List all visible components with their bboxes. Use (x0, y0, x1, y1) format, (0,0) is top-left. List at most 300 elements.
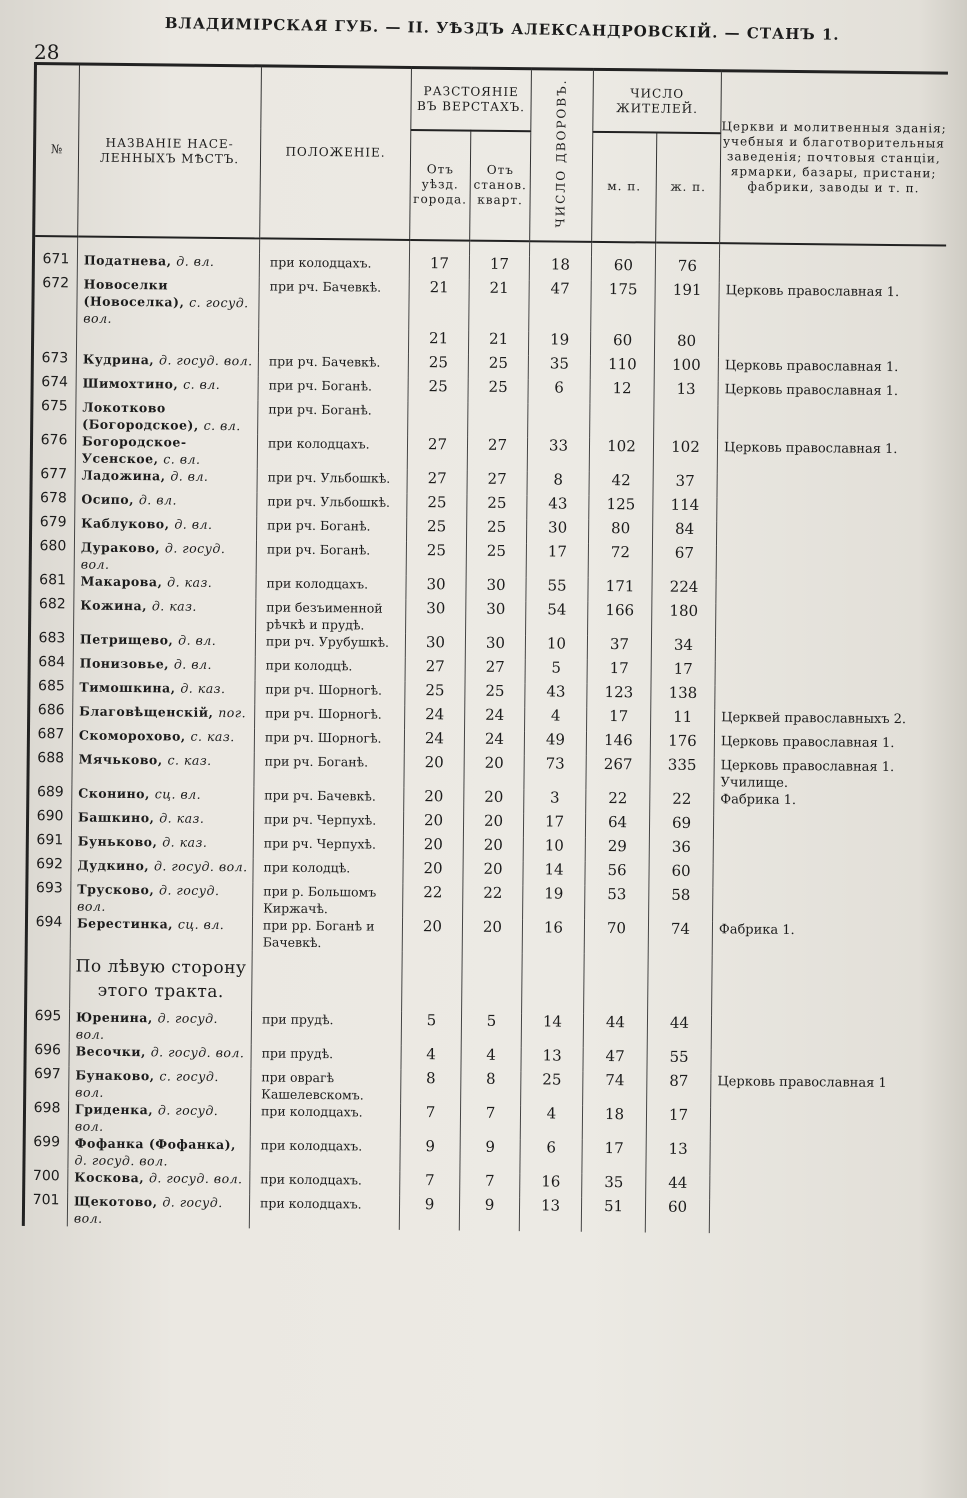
settlement-kind: д. вл. (178, 632, 217, 648)
settlement-name: Благовѣщенскій, (79, 703, 214, 720)
female-count: 67 (652, 544, 716, 579)
distance-from-station: 22 (463, 884, 523, 919)
row-number: 689 (28, 783, 72, 807)
distance-from-station: 27 (467, 470, 527, 495)
female-count: 80 (654, 332, 718, 357)
row-number: 677 (31, 465, 75, 489)
notes (717, 497, 943, 523)
settlement-name: Кудрина, (82, 351, 155, 367)
settlement-name: Юренина, (75, 1008, 153, 1025)
distance-from-station: 21 (468, 330, 528, 355)
row-number: 684 (29, 653, 73, 677)
position: при колодцахъ. (250, 1102, 400, 1138)
female-count (654, 404, 718, 439)
empty-cell (522, 953, 585, 1014)
settlement-name-cell (73, 678, 255, 704)
position: при р. Большомъ Киржачѣ. (253, 882, 403, 918)
households-count: 43 (527, 495, 589, 520)
row-number: 680 (30, 537, 74, 571)
distance-from-city: 27 (407, 435, 467, 470)
settlement-kind: д. каз. (167, 573, 213, 590)
notes: Церковь православная 1. (717, 439, 943, 475)
notes: Фабрика 1. (714, 791, 940, 817)
distance-from-city: 30 (406, 599, 466, 634)
settlement-name: Понизовье, (79, 655, 170, 671)
row-number: 696 (25, 1041, 69, 1065)
settlement-kind: д. каз. (151, 597, 198, 614)
settlement-name-cell (75, 490, 257, 516)
settlement-kind: д. вл. (170, 467, 209, 484)
male-count: 17 (582, 1139, 646, 1174)
row-number: 672 (33, 275, 78, 326)
position: при рч. Боганѣ. (258, 376, 408, 402)
position: при рч. Боганѣ. (254, 752, 404, 788)
households-count: 6 (528, 379, 590, 404)
notes (713, 863, 939, 889)
row-number: 683 (29, 629, 73, 653)
settlement-kind: д. вл. (138, 491, 178, 508)
settlement-kind: с. госуд. вол. (75, 1067, 219, 1100)
notes (717, 473, 943, 499)
settlement-name-cell (72, 750, 254, 786)
female-count: 69 (649, 814, 713, 839)
position: при рч. Бачевкѣ. (259, 277, 410, 330)
households-count: 73 (524, 755, 586, 790)
page-number: 28 (34, 40, 60, 64)
notes (710, 1175, 936, 1201)
spacer-cell (470, 240, 530, 256)
notes (713, 839, 939, 865)
settlement-kind: с. каз. (190, 728, 235, 744)
settlement-name: Трусково, (77, 880, 155, 897)
distance-from-city: 24 (404, 729, 464, 754)
header-male: м. п. (592, 131, 657, 242)
female-count: 13 (654, 380, 718, 405)
distance-from-station: 25 (468, 378, 528, 403)
row-number: 678 (31, 489, 75, 513)
households-count: 55 (526, 577, 588, 602)
households-count: 14 (521, 1013, 583, 1048)
distance-from-station: 20 (463, 812, 523, 837)
households-count: 16 (522, 919, 584, 954)
settlement-name-cell (69, 1066, 251, 1102)
settlement-kind: д. вл. (176, 253, 215, 269)
female-count: 335 (650, 756, 714, 791)
distance-from-city: 9 (400, 1137, 460, 1172)
header-position: ПОЛОЖЕНIЕ. (260, 66, 412, 240)
distance-from-station: 25 (467, 494, 527, 519)
male-count: 166 (588, 601, 652, 636)
households-count: 10 (525, 635, 587, 660)
notes (716, 579, 942, 605)
male-count: 12 (590, 379, 654, 404)
distance-from-station: 9 (460, 1138, 520, 1173)
settlement-name: Каблуково, (81, 515, 170, 531)
row-number: 695 (25, 1007, 69, 1041)
female-count: 114 (653, 496, 717, 521)
settlement-name: Сконино, (78, 785, 151, 801)
female-count: 44 (646, 1174, 710, 1199)
households-count: 16 (520, 1173, 582, 1198)
settlement-name-cell (76, 350, 258, 376)
distance-from-city: 30 (405, 633, 465, 658)
female-count: 76 (655, 257, 719, 282)
row-number: 682 (30, 595, 74, 629)
male-count: 60 (591, 256, 655, 281)
distance-from-city: 21 (408, 329, 468, 354)
header-notes: Церкви и молитвенныя зданія; учебныя и благотворительныя заведенія; почтовыя станціи, ярмарки, базары, пристани; фабрики, заводы и т. п. (720, 71, 948, 245)
male-count: 175 (591, 280, 656, 332)
row-number: 688 (28, 749, 72, 783)
settlement-kind: д. госуд. вол. (73, 1193, 223, 1226)
households-count (528, 403, 590, 438)
position: при рч. Шорногѣ. (254, 728, 404, 754)
notes (713, 815, 939, 841)
male-count: 80 (588, 519, 652, 544)
settlement-kind: сц. вл. (177, 916, 225, 932)
settlement-name-cell (69, 1008, 251, 1044)
position: при рч. Черпухѣ. (253, 810, 403, 836)
male-count: 72 (588, 543, 652, 578)
notes (713, 887, 939, 923)
distance-from-station: 20 (463, 860, 523, 885)
empty-cell (712, 955, 939, 1017)
settlement-name-cell (67, 1192, 249, 1228)
row-number: 675 (32, 397, 76, 431)
households-count: 25 (521, 1071, 583, 1106)
settlement-kind: д. госуд. вол. (153, 857, 248, 874)
notes (718, 333, 944, 359)
empty-cell (252, 950, 403, 1012)
distance-from-city: 20 (403, 859, 463, 884)
header-from-city: Отъ уѣзд. города. (410, 129, 471, 240)
settlement-name-cell (75, 514, 257, 540)
male-count: 17 (587, 707, 651, 732)
settlement-kind: д. госуд. вол. (80, 539, 226, 572)
households-count: 49 (524, 731, 586, 756)
empty-cell (462, 952, 523, 1013)
settlement-kind: с. госуд. вол. (83, 294, 249, 326)
spacer-cell (410, 239, 470, 255)
distance-from-city: 27 (407, 469, 467, 494)
female-count: 58 (649, 886, 713, 921)
settlement-name-cell (71, 880, 253, 916)
male-count: 35 (582, 1173, 646, 1198)
settlement-name: Кожина, (80, 597, 148, 613)
distance-from-station: 30 (466, 576, 526, 601)
row-number: 686 (29, 701, 73, 725)
notes: Церковь православная 1. (714, 733, 940, 759)
households-count: 54 (526, 601, 588, 636)
distance-from-station: 4 (461, 1046, 521, 1071)
settlement-name-cell (70, 914, 252, 950)
empty-cell (648, 954, 713, 1015)
position: при рч. Черпухѣ. (253, 834, 403, 860)
male-count: 22 (586, 789, 650, 814)
female-count: 44 (647, 1014, 711, 1049)
female-count: 224 (652, 578, 716, 603)
position: при рч. Ульбошкѣ. (257, 492, 407, 518)
notes (711, 1015, 937, 1051)
distance-from-city: 21 (409, 278, 470, 330)
row-number: 671 (33, 251, 77, 275)
settlement-kind: пог. (218, 704, 247, 720)
households-count: 10 (523, 837, 585, 862)
male-count (590, 403, 654, 438)
distance-from-station: 27 (467, 436, 527, 471)
row-number: 679 (31, 513, 75, 537)
settlement-name: Ладожина, (81, 467, 166, 483)
settlement-name-cell (76, 398, 258, 434)
distance-from-city: 7 (400, 1103, 460, 1138)
settlement-kind: д. госуд. вол. (74, 1151, 169, 1168)
male-count: 29 (585, 837, 649, 862)
spacer-cell (260, 238, 410, 255)
female-count: 102 (653, 438, 717, 473)
position: при колодцѣ. (253, 858, 403, 884)
distance-from-city: 5 (401, 1011, 461, 1046)
heading-num-cell (26, 947, 71, 1007)
settlement-kind: д. госуд. вол. (75, 1009, 219, 1042)
female-count: 138 (651, 684, 715, 709)
settlement-name-cell (73, 630, 255, 656)
male-count: 110 (590, 355, 654, 380)
distance-from-city: 20 (404, 753, 464, 788)
female-count: 84 (652, 520, 716, 545)
spacer-cell (529, 241, 591, 257)
distance-from-city: 25 (406, 517, 466, 542)
male-count: 53 (585, 885, 649, 920)
male-count: 171 (588, 577, 652, 602)
notes (710, 1141, 936, 1177)
notes (715, 637, 941, 663)
households-count: 35 (528, 355, 590, 380)
notes (716, 521, 942, 547)
distance-from-station: 24 (465, 706, 525, 731)
settlement-kind: д. каз. (180, 680, 226, 696)
settlement-name-cell (77, 275, 260, 328)
row-number: 697 (25, 1065, 69, 1099)
female-count: 180 (652, 602, 716, 637)
position: при колодцахъ. (256, 574, 406, 600)
settlement-name-cell (73, 702, 255, 728)
settlement-kind: д. вл. (174, 515, 213, 532)
female-count: 191 (655, 281, 720, 333)
settlement-name: Весочки, (75, 1042, 147, 1059)
spacer-cell (591, 241, 655, 257)
settlement-name-cell (68, 1168, 250, 1194)
households-count: 6 (520, 1139, 582, 1174)
households-count: 14 (523, 861, 585, 886)
header-female: ж. п. (656, 132, 721, 243)
male-count: 146 (586, 731, 650, 756)
male-count: 47 (583, 1047, 647, 1072)
header-households-cell (530, 69, 594, 242)
settlement-name: Дураково, (80, 539, 161, 555)
distance-from-station: 25 (466, 542, 526, 577)
notes (719, 258, 945, 284)
distance-from-city: 17 (409, 254, 469, 279)
notes (716, 545, 942, 581)
distance-from-city (408, 401, 468, 436)
households-count: 19 (523, 885, 585, 920)
header-name: НАЗВАНIЕ НАСЕ-ЛЕННЫХЪ МѢСТЪ. (78, 64, 262, 238)
settlement-name-cell (74, 596, 256, 632)
section-heading-row (26, 947, 939, 1017)
distance-from-station: 27 (465, 658, 525, 683)
male-count: 267 (586, 755, 650, 790)
header-distance: РАЗСТОЯНIЕ ВЪ ВЕРСТАХЪ. (411, 67, 532, 130)
distance-from-city: 8 (401, 1069, 461, 1104)
households-count: 4 (525, 707, 587, 732)
empty-cell (402, 951, 463, 1012)
settlement-name: Осипо, (81, 491, 135, 507)
male-count: 17 (587, 659, 651, 684)
notes: Церковь православная 1 (711, 1073, 937, 1109)
settlement-kind: с. вл. (163, 450, 201, 467)
households-count: 17 (523, 813, 585, 838)
settlement-name-cell (72, 784, 254, 810)
settlement-kind: д. госуд. вол. (148, 1169, 243, 1186)
settlement-kind: д. госуд. вол. (74, 1101, 219, 1134)
row-number: 673 (32, 349, 76, 373)
settlement-name-cell (76, 326, 258, 352)
row-number: 691 (27, 831, 71, 855)
male-count: 18 (582, 1105, 646, 1140)
settlement-name-cell (68, 1100, 250, 1136)
settlement-name-cell (74, 538, 256, 574)
spacer-cell (34, 236, 78, 251)
distance-from-city: 27 (405, 657, 465, 682)
distance-from-station: 5 (461, 1012, 521, 1047)
distance-from-city: 30 (406, 575, 466, 600)
notes: Церковь православная 1. Училище. (714, 757, 940, 793)
settlement-name-cell (77, 251, 259, 277)
notes (718, 405, 944, 441)
settlement-name: Мячьково, (78, 751, 163, 767)
notes: Церковь православная 1. (718, 357, 944, 383)
settlement-name: Дудкино, (77, 857, 150, 873)
households-count: 19 (528, 331, 590, 356)
notes (709, 1199, 935, 1235)
female-count: 37 (653, 472, 717, 497)
position (258, 328, 408, 354)
section-heading: По лѣвую сторону этого тракта. (70, 948, 253, 1010)
male-count: 37 (587, 635, 651, 660)
settlement-name: Башкино, (78, 809, 155, 825)
distance-from-station: 30 (465, 634, 525, 659)
settlement-name-cell (73, 654, 255, 680)
notes (716, 603, 942, 639)
settlement-name-cell (69, 1042, 251, 1068)
position: при рч. Шорногѣ. (255, 704, 405, 730)
notes: Фабрика 1. (712, 921, 938, 957)
position: при колодцахъ. (257, 434, 407, 470)
female-count: 36 (649, 838, 713, 863)
settlement-name-cell (68, 1134, 250, 1170)
settlement-name: Петрищево, (79, 631, 174, 647)
position: при рч. Бачевкѣ. (254, 786, 404, 812)
households-count: 5 (525, 659, 587, 684)
settlement-name: Богородское-Усенское, (81, 433, 187, 466)
distance-from-station: 25 (468, 354, 528, 379)
settlement-name-cell (75, 466, 257, 492)
distance-from-city: 25 (406, 541, 466, 576)
male-count: 44 (583, 1013, 647, 1048)
distance-from-station (468, 402, 528, 437)
settlement-name-cell (72, 726, 254, 752)
settlement-name: Локотково (Богородское), (82, 399, 199, 433)
position: при рр. Боганѣ и Бачевкѣ. (252, 916, 402, 952)
notes (711, 1049, 937, 1075)
distance-from-city: 25 (408, 353, 468, 378)
female-count: 60 (645, 1198, 709, 1233)
settlement-name: Тимошкина, (79, 679, 176, 696)
distance-from-station: 20 (464, 788, 524, 813)
position: при колодцахъ. (250, 1136, 400, 1172)
row-number: 685 (29, 677, 73, 701)
header-num: № (34, 64, 80, 236)
settlement-kind: с. каз. (167, 751, 212, 768)
distance-from-city: 20 (403, 811, 463, 836)
position: при колодцѣ. (255, 656, 405, 682)
male-count: 51 (581, 1197, 645, 1232)
distance-from-station: 9 (459, 1196, 519, 1231)
male-count: 102 (589, 437, 653, 472)
row-number: 700 (24, 1167, 68, 1191)
male-count: 70 (584, 919, 648, 954)
male-count: 56 (585, 861, 649, 886)
distance-from-station: 20 (463, 836, 523, 861)
position: при рч. Бачевкѣ. (258, 352, 408, 378)
female-count: 74 (648, 920, 712, 955)
households-count: 13 (519, 1197, 581, 1232)
row-number: 674 (32, 373, 76, 397)
settlement-name: Бунаково, (75, 1066, 155, 1083)
settlement-name: Щекотово, (74, 1192, 158, 1209)
notes: Церковь православная 1. (718, 381, 944, 407)
settlement-name-cell (76, 374, 258, 400)
distance-from-city: 9 (399, 1195, 459, 1230)
row-number: 694 (26, 913, 70, 947)
distance-from-station: 24 (464, 730, 524, 755)
distance-from-station: 7 (460, 1172, 520, 1197)
settlement-name: Коскова, (74, 1168, 145, 1185)
settlement-name: Макарова, (80, 573, 163, 589)
position: при прудѣ. (251, 1044, 401, 1070)
settlement-kind: д. госуд. вол. (77, 881, 220, 914)
position: при колодцахъ. (249, 1194, 399, 1230)
settlement-kind: д. каз. (159, 809, 205, 826)
row-number: 693 (27, 879, 71, 913)
male-count: 60 (590, 331, 654, 356)
households-count: 13 (521, 1047, 583, 1072)
row-number: 692 (27, 855, 71, 879)
spacer-cell (655, 242, 719, 258)
settlement-name-cell (71, 808, 253, 834)
position: при рч. Шорногѣ. (255, 680, 405, 706)
settlement-name: Шимохтино, (82, 375, 179, 392)
settlement-name-cell (71, 832, 253, 858)
households-count: 30 (526, 519, 588, 544)
row-number: 681 (30, 571, 74, 595)
male-count: 64 (585, 813, 649, 838)
position: при рч. Урубушкѣ. (255, 632, 405, 658)
settlement-kind: д. каз. (162, 833, 208, 850)
position: при безъименной рѣчкѣ и прудѣ. (256, 598, 406, 634)
distance-from-city: 20 (402, 917, 462, 952)
position: при прудѣ. (251, 1010, 401, 1046)
